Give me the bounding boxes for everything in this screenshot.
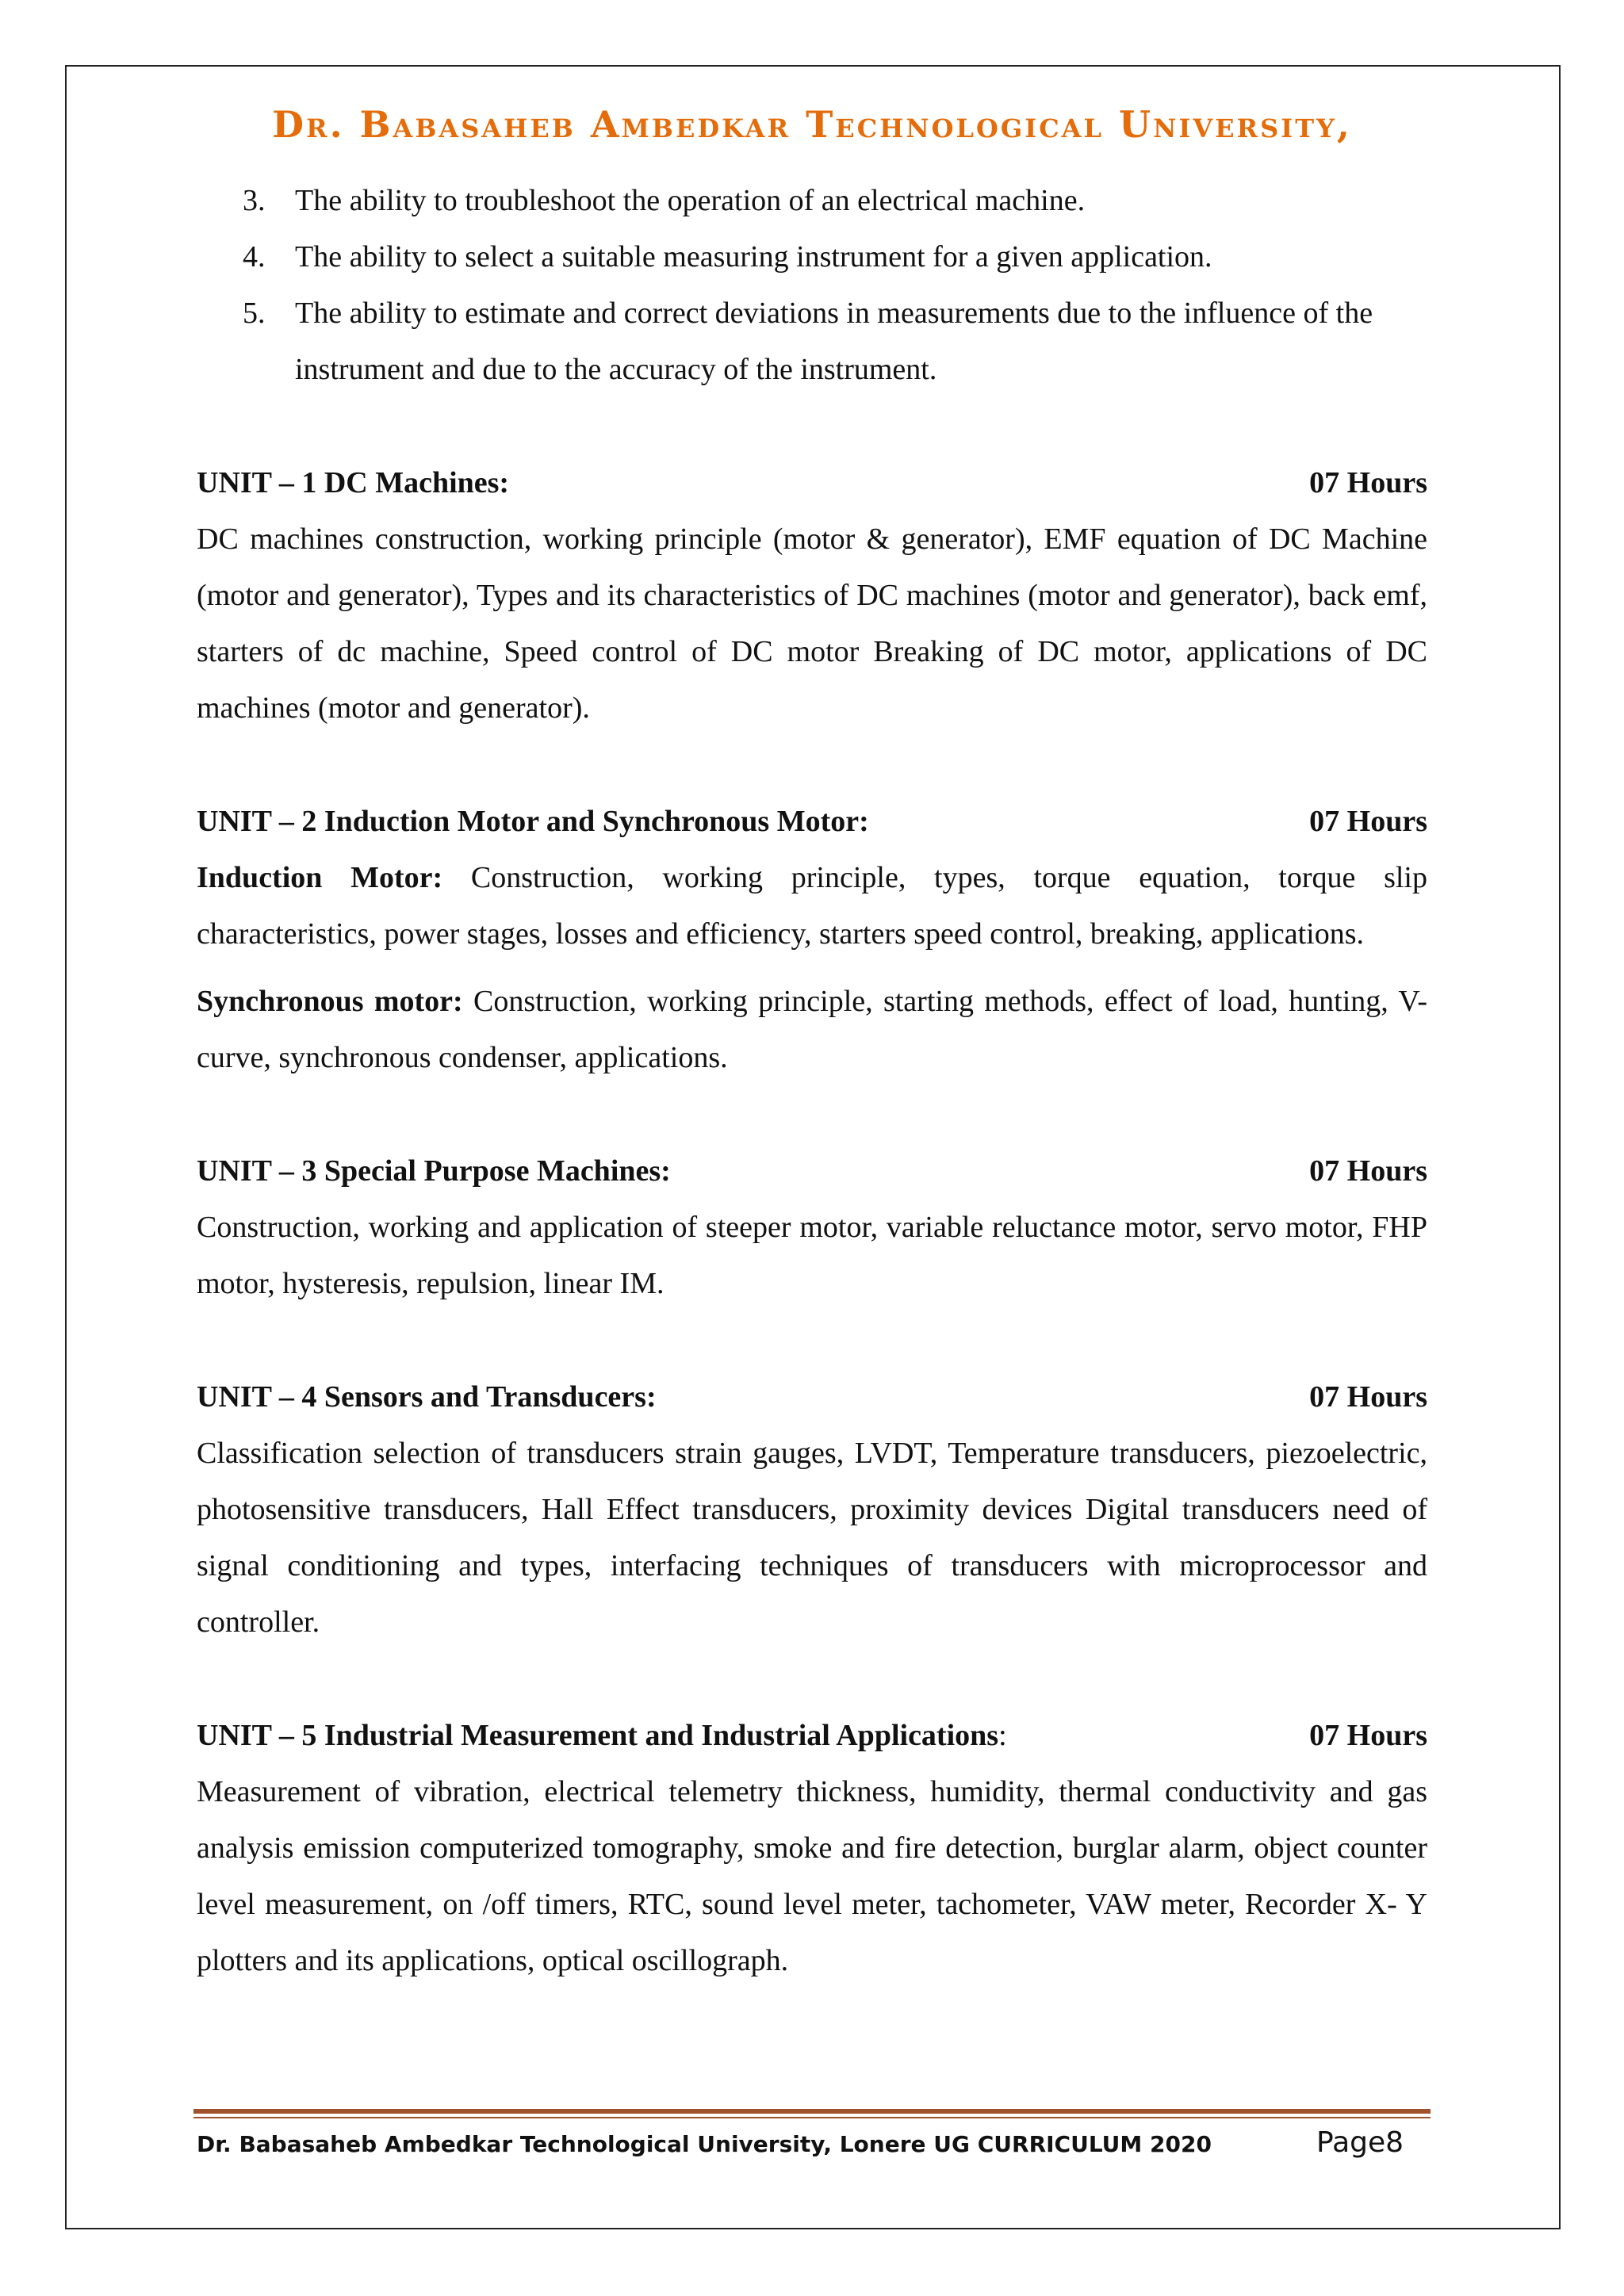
course-outcomes-list (197, 173, 1427, 398)
page-content (197, 173, 1427, 1989)
unit-hours: 07 Hours (1309, 1154, 1427, 1188)
footer-text: Dr. Babasaheb Ambedkar Technological University, Lonere UG CURRICULUM 2020 (197, 2131, 1212, 2157)
unit-description: Construction, working and application of steeper motor, variable reluctance motor, servo motor, FHP motor, hysteresis, repulsion, linear IM. (197, 1211, 1427, 1300)
outcome-text: The ability to troubleshoot the operation of an electrical machine. (295, 184, 1086, 217)
induction-motor-paragraph (197, 850, 1427, 962)
unit-heading (197, 1369, 1427, 1425)
unit-4-section (197, 1369, 1427, 1651)
unit-heading (197, 1708, 1427, 1764)
university-header: Dr. Babasaheb Ambedkar Technological University, (272, 103, 1352, 146)
unit-title: UNIT – 3 Special Purpose Machines: (197, 1154, 671, 1188)
outcome-number: 4. (243, 240, 266, 274)
paragraph-lead: Induction Motor: (197, 861, 443, 894)
outcome-number: 5. (243, 297, 266, 330)
unit-description: Classification selection of transducers strain gauges, LVDT, Temperature transducers, piezoelectric, photosensitive transducers, Hall Effect transducers, proximity devices Digital transducers need of signal conditioning and types, interfacing techniques of transducers with microprocessor and controller. (197, 1437, 1427, 1639)
synchronous-motor-paragraph (197, 974, 1427, 1086)
unit-5-section (197, 1708, 1427, 1989)
paragraph-text: Construction, working principle, starting methods, effect of load, hunting, V-curve, synchronous condenser, applications. (197, 985, 1427, 1074)
unit-hours: 07 Hours (1309, 1719, 1427, 1752)
outcome-text: The ability to estimate and correct deviations in measurements due to the influence of the instrument and due to the accuracy of the instrument. (295, 297, 1373, 386)
unit-hours: 07 Hours (1309, 805, 1427, 838)
unit-description: DC machines construction, working principle (motor & generator), EMF equation of DC Machine (motor and generator), Types and its characteristics of DC machines (motor and generator), back emf, starters of dc machine, Speed control of DC motor Breaking of DC motor, applications of DC machines (motor and generator). (197, 522, 1427, 725)
outcome-item (197, 173, 1427, 229)
unit-1-section (197, 455, 1427, 737)
unit-title: UNIT – 4 Sensors and Transducers: (197, 1380, 657, 1414)
paragraph-text: Construction, working principle, types, torque equation, torque slip characteristics, power stages, losses and efficiency, starters speed control, breaking, applications. (197, 861, 1427, 951)
outcome-number: 3. (243, 184, 266, 217)
outcome-item (197, 229, 1427, 285)
outcome-item (197, 285, 1427, 398)
unit-title-colon: : (998, 1719, 1007, 1752)
unit-3-section (197, 1143, 1427, 1312)
unit-description: Measurement of vibration, electrical telemetry thickness, humidity, thermal conductivity and gas analysis emission computerized tomography, smoke and fire detection, burglar alarm, object counter level measurement, on /off timers, RTC, sound level meter, tachometer, VAW meter, Recorder X- Y plotters and its applications, optical oscillograph. (197, 1775, 1427, 1977)
unit-title: UNIT – 5 Industrial Measurement and Industrial Applications (197, 1719, 999, 1752)
unit-title-wrap (197, 1708, 1007, 1764)
unit-heading (197, 794, 1427, 850)
unit-title: UNIT – 2 Induction Motor and Synchronous Motor: (197, 805, 869, 838)
unit-heading (197, 1143, 1427, 1200)
unit-hours: 07 Hours (1309, 466, 1427, 499)
unit-title: UNIT – 1 DC Machines: (197, 466, 510, 499)
footer-rule-thick (193, 2109, 1431, 2114)
page-number: Page8 (1316, 2126, 1404, 2159)
unit-2-section (197, 794, 1427, 1086)
outcome-text: The ability to select a suitable measuring instrument for a given application. (295, 240, 1212, 274)
paragraph-lead: Synchronous motor: (197, 985, 463, 1018)
unit-hours: 07 Hours (1309, 1380, 1427, 1414)
unit-heading (197, 455, 1427, 511)
footer-rule-thin (193, 2117, 1431, 2118)
